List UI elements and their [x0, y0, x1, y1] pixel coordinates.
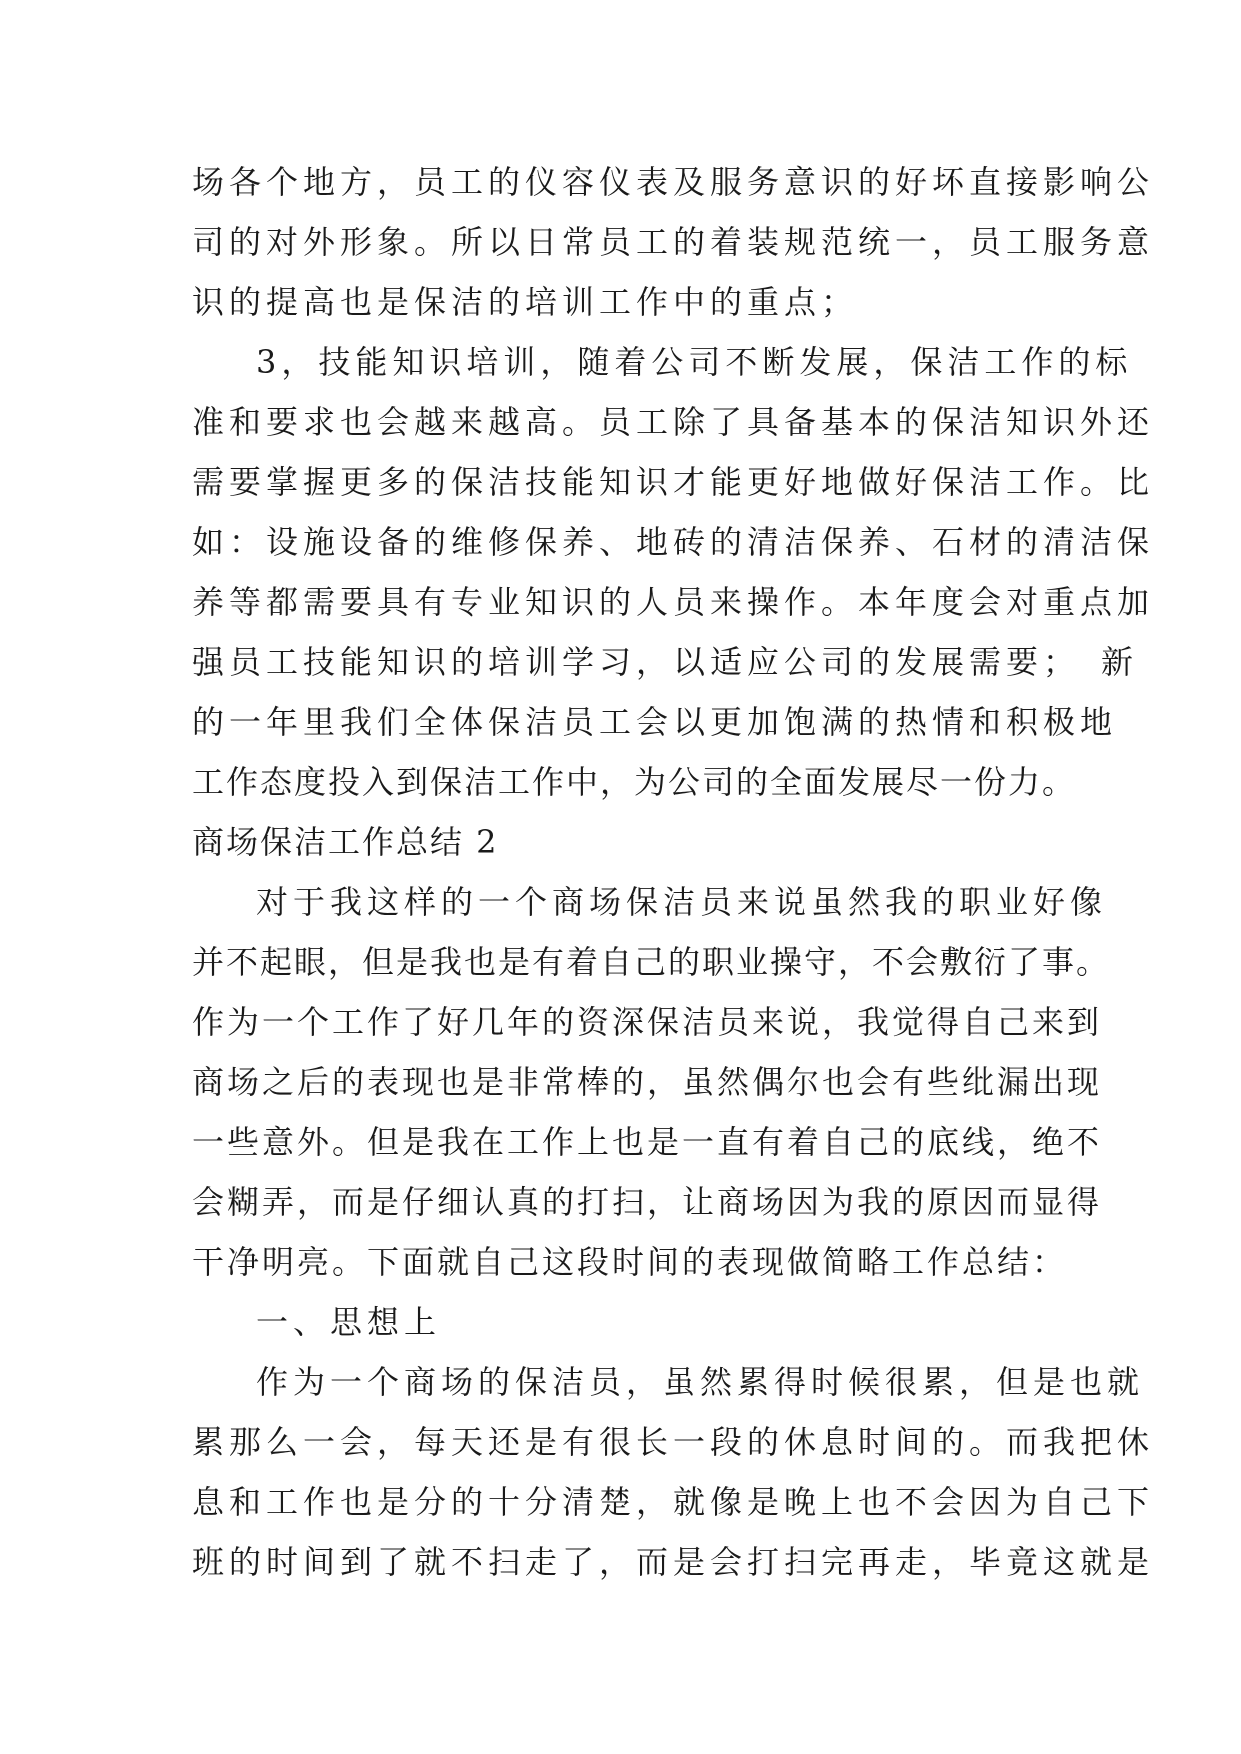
text-line: 养等都需要具有专业知识的人员来操作。本年度会对重点加: [192, 583, 1155, 621]
text-line: 累那么一会，每天还是有很长一段的休息时间的。而我把休: [192, 1423, 1155, 1461]
text-line: 并不起眼，但是我也是有着自己的职业操守，不会敷衍了事。: [192, 943, 1111, 981]
text-line: 3，技能知识培训，随着公司不断发展，保洁工作的标: [256, 343, 1133, 381]
section-heading: 商场保洁工作总结 2: [192, 823, 499, 861]
text-line: 识的提高也是保洁的培训工作中的重点；: [192, 283, 859, 321]
text-line: 场各个地方，员工的仪容仪表及服务意识的好坏直接影响公: [192, 163, 1155, 201]
text-line: 需要掌握更多的保洁技能知识才能更好地做好保洁工作。比: [192, 463, 1155, 501]
text-line: 干净明亮。下面就自己这段时间的表现做简略工作总结：: [192, 1243, 1068, 1281]
subsection-heading: 一、思想上: [256, 1303, 442, 1341]
text-line: 息和工作也是分的十分清楚，就像是晚上也不会因为自己下: [192, 1483, 1155, 1521]
text-line: 司的对外形象。所以日常员工的着装规范统一，员工服务意: [192, 223, 1155, 261]
text-line: 作为一个商场的保洁员，虽然累得时候很累，但是也就: [256, 1363, 1145, 1401]
document-body: [192, 152, 1155, 1592]
text-line: 强员工技能知识的培训学习，以适应公司的发展需要； 新: [192, 643, 1139, 681]
text-line: 对于我这样的一个商场保洁员来说虽然我的职业好像: [256, 883, 1108, 921]
text-line: 一些意外。但是我在工作上也是一直有着自己的底线，绝不: [192, 1123, 1103, 1161]
text-line: 班的时间到了就不扫走了，而是会打扫完再走，毕竟这就是: [192, 1543, 1155, 1581]
text-line: 准和要求也会越来越高。员工除了具备基本的保洁知识外还: [192, 403, 1155, 441]
text-line: 的一年里我们全体保洁员工会以更加饱满的热情和积极地: [192, 703, 1118, 741]
text-line: 商场之后的表现也是非常棒的，虽然偶尔也会有些纰漏出现: [192, 1063, 1103, 1101]
text-line: 工作态度投入到保洁工作中，为公司的全面发展尽一份力。: [192, 763, 1077, 801]
text-line: 作为一个工作了好几年的资深保洁员来说，我觉得自己来到: [192, 1003, 1103, 1041]
text-line: 如：设施设备的维修保养、地砖的清洁保养、石材的清洁保: [192, 523, 1155, 561]
text-line: 会糊弄，而是仔细认真的打扫，让商场因为我的原因而显得: [192, 1183, 1103, 1221]
